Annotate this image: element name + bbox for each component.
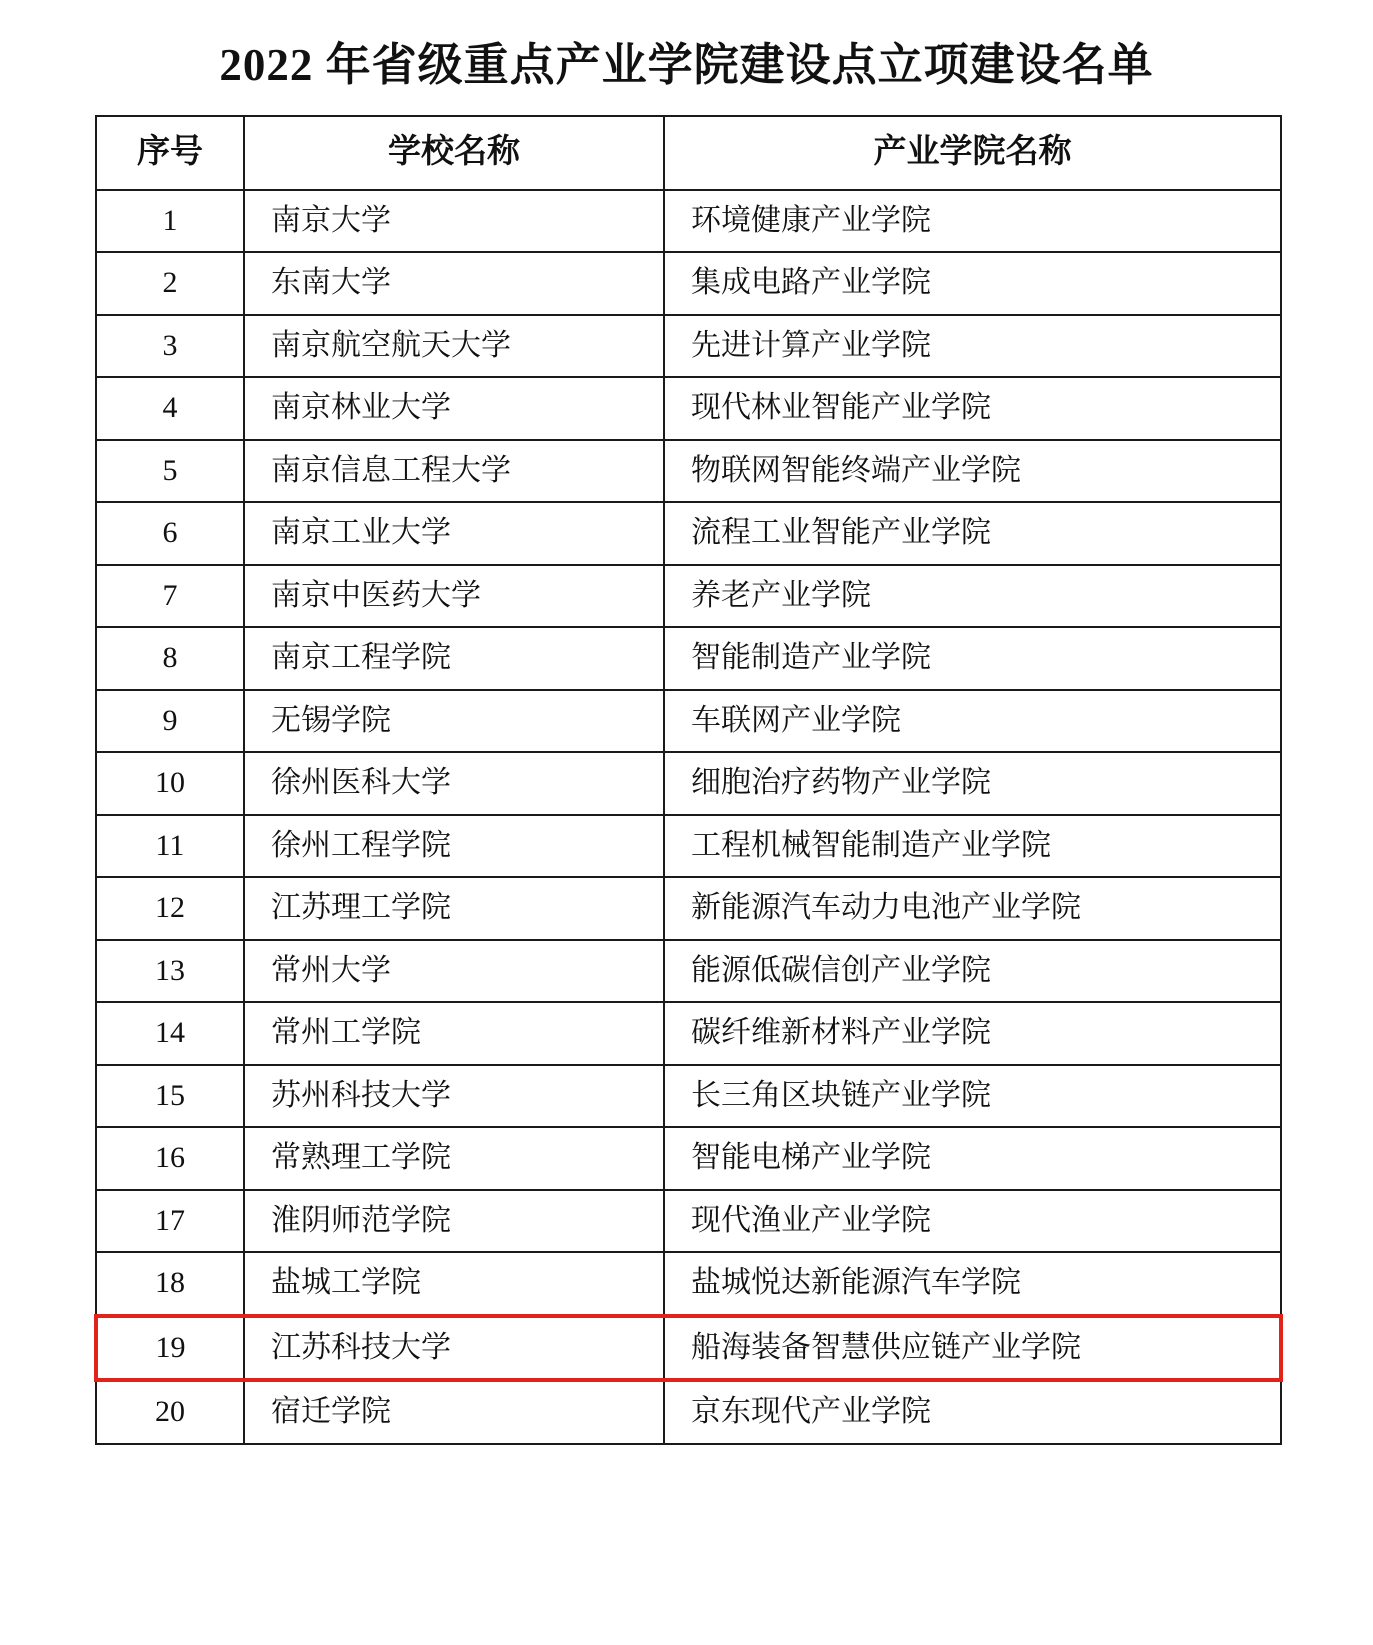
- cell-school-name: 南京林业大学: [244, 377, 664, 440]
- cell-index: 14: [96, 1002, 244, 1065]
- table-row: [96, 377, 1281, 440]
- cell-college-name: 新能源汽车动力电池产业学院: [664, 877, 1281, 940]
- cell-index: 15: [96, 1065, 244, 1128]
- table-body: [96, 190, 1281, 1444]
- cell-college-name: 长三角区块链产业学院: [664, 1065, 1281, 1128]
- cell-school-name: 南京中医药大学: [244, 565, 664, 628]
- cell-college-name: 集成电路产业学院: [664, 252, 1281, 315]
- cell-college-name: 车联网产业学院: [664, 690, 1281, 753]
- table-row: [96, 815, 1281, 878]
- column-header-college: 产业学院名称: [664, 116, 1281, 190]
- cell-college-name: 智能制造产业学院: [664, 627, 1281, 690]
- table-header: [96, 116, 1281, 190]
- cell-school-name: 南京工业大学: [244, 502, 664, 565]
- cell-school-name: 徐州工程学院: [244, 815, 664, 878]
- cell-school-name: 江苏科技大学: [244, 1316, 664, 1381]
- cell-school-name: 常熟理工学院: [244, 1127, 664, 1190]
- cell-school-name: 淮阴师范学院: [244, 1190, 664, 1253]
- cell-index: 10: [96, 752, 244, 815]
- table-row: [96, 252, 1281, 315]
- cell-college-name: 先进计算产业学院: [664, 315, 1281, 378]
- cell-index: 6: [96, 502, 244, 565]
- cell-college-name: 碳纤维新材料产业学院: [664, 1002, 1281, 1065]
- cell-college-name: 细胞治疗药物产业学院: [664, 752, 1281, 815]
- table-row: [96, 877, 1281, 940]
- table-row: [96, 1002, 1281, 1065]
- cell-college-name: 能源低碳信创产业学院: [664, 940, 1281, 1003]
- cell-college-name: 智能电梯产业学院: [664, 1127, 1281, 1190]
- cell-school-name: 东南大学: [244, 252, 664, 315]
- cell-index: 9: [96, 690, 244, 753]
- cell-college-name: 养老产业学院: [664, 565, 1281, 628]
- table-row: [96, 1252, 1281, 1316]
- cell-index: 7: [96, 565, 244, 628]
- cell-college-name: 船海装备智慧供应链产业学院: [664, 1316, 1281, 1381]
- cell-index: 2: [96, 252, 244, 315]
- cell-index: 16: [96, 1127, 244, 1190]
- cell-college-name: 工程机械智能制造产业学院: [664, 815, 1281, 878]
- cell-school-name: 常州大学: [244, 940, 664, 1003]
- cell-college-name: 环境健康产业学院: [664, 190, 1281, 253]
- cell-index: 3: [96, 315, 244, 378]
- table-row: [96, 690, 1281, 753]
- industry-college-table: [94, 115, 1283, 1445]
- cell-college-name: 京东现代产业学院: [664, 1380, 1281, 1444]
- page-title: 2022 年省级重点产业学院建设点立项建设名单: [219, 40, 1154, 90]
- table-row: [96, 1127, 1281, 1190]
- table-row: [96, 1190, 1281, 1253]
- cell-index: 20: [96, 1380, 244, 1444]
- cell-school-name: 南京航空航天大学: [244, 315, 664, 378]
- table-row: [96, 627, 1281, 690]
- cell-school-name: 常州工学院: [244, 1002, 664, 1065]
- cell-index: 11: [96, 815, 244, 878]
- cell-college-name: 现代渔业产业学院: [664, 1190, 1281, 1253]
- cell-school-name: 南京大学: [244, 190, 664, 253]
- table-header-row: [96, 116, 1281, 190]
- table-row: [96, 752, 1281, 815]
- cell-index: 4: [96, 377, 244, 440]
- table-row: [96, 1380, 1281, 1444]
- cell-school-name: 南京工程学院: [244, 627, 664, 690]
- cell-school-name: 苏州科技大学: [244, 1065, 664, 1128]
- column-header-index: 序号: [96, 116, 244, 190]
- cell-college-name: 物联网智能终端产业学院: [664, 440, 1281, 503]
- cell-school-name: 宿迁学院: [244, 1380, 664, 1444]
- table-row: [96, 1065, 1281, 1128]
- cell-school-name: 徐州医科大学: [244, 752, 664, 815]
- cell-index: 8: [96, 627, 244, 690]
- page-bottom-margin: [0, 1619, 1373, 1645]
- table-row: [96, 565, 1281, 628]
- table-row: [96, 940, 1281, 1003]
- cell-college-name: 现代林业智能产业学院: [664, 377, 1281, 440]
- table-row: [96, 440, 1281, 503]
- cell-index: 13: [96, 940, 244, 1003]
- table-container: [94, 115, 1279, 1445]
- table-row: [96, 190, 1281, 253]
- cell-index: 18: [96, 1252, 244, 1316]
- table-row: [96, 315, 1281, 378]
- table-row: [96, 1316, 1281, 1381]
- cell-school-name: 南京信息工程大学: [244, 440, 664, 503]
- cell-index: 12: [96, 877, 244, 940]
- cell-index: 1: [96, 190, 244, 253]
- cell-college-name: 流程工业智能产业学院: [664, 502, 1281, 565]
- cell-school-name: 无锡学院: [244, 690, 664, 753]
- table-row: [96, 502, 1281, 565]
- column-header-school: 学校名称: [244, 116, 664, 190]
- cell-school-name: 盐城工学院: [244, 1252, 664, 1316]
- cell-school-name: 江苏理工学院: [244, 877, 664, 940]
- cell-index: 17: [96, 1190, 244, 1253]
- cell-index: 19: [96, 1316, 244, 1381]
- cell-index: 5: [96, 440, 244, 503]
- cell-college-name: 盐城悦达新能源汽车学院: [664, 1252, 1281, 1316]
- document-page: [0, 28, 1373, 1645]
